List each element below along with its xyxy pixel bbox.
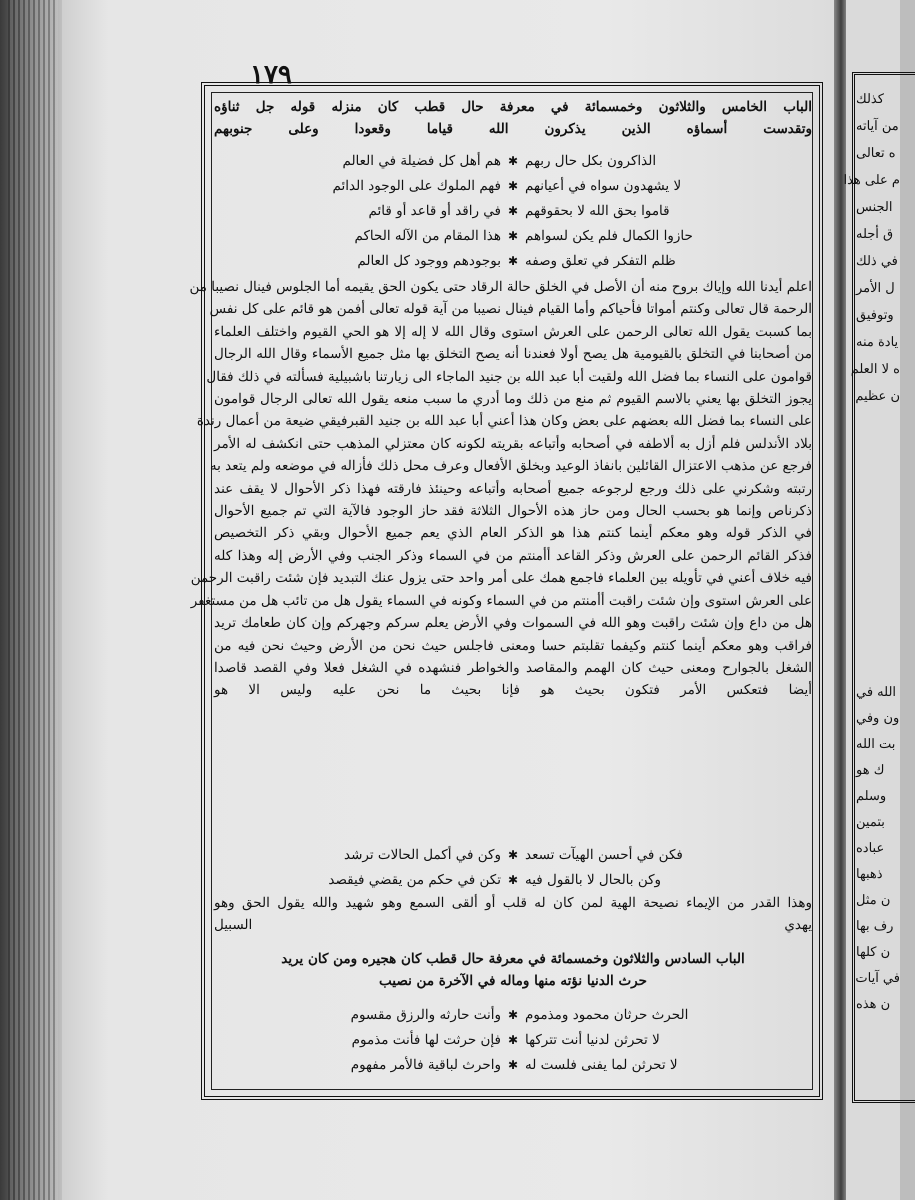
verse-second-hemistich: تكن في حكم من يقضي فيقصد [328,871,501,888]
verse-first-hemistich: لا يشهدون سواه في أعيانهم [525,177,682,194]
body-line: أيضا فتعكس الأمر فتكون بحيث هو فإنا بحيث ما نحن عليه وليس الا هو [214,682,812,699]
facing-page-line: ل الأمر [856,281,895,296]
body-line: فراقب وهو معكم أينما كنتم وكيفما تقلبتم حسا ومعنى فاجلس حيث نحن من الأرض وحيث نحن فيه من [214,637,812,654]
facing-page-line: م على هذا [843,173,900,188]
verse-separator-icon: ✱ [507,872,519,887]
verse-first-hemistich: الذاكرون بكل حال ربهم [525,152,657,169]
facing-page-line: في ذلك [856,254,898,269]
facing-page-line: وتوفيق [856,308,894,323]
verse-first-hemistich: لا تحرثن لدنيا أنت تتركها [525,1031,660,1048]
facing-page-line: ن عظيم [855,389,900,404]
verse [214,867,812,892]
verse [214,1002,812,1027]
poem-536 [214,1002,812,1077]
verse [214,1052,812,1077]
facing-page-fragment [843,0,900,1200]
heading-line: الباب السادس والثلاثون وخمسمائة في معرفة حال قطب كان هجيره ومن كان يريد [281,951,745,967]
body-line: الشغل بالجوارح ومعنى حيث كان الهمم والمقاصد والخواطر فنشهده في الشغل فعلا وفي القصد قاصدا [214,659,812,676]
body-line: قوامون على النساء بما فضل الله ولقيت أبا عبد الله بن جنيد الماجاء الى زيارتنا باشبيلية فسألته في ذلك فقال [206,368,812,385]
facing-page-line: بتمين [856,815,885,830]
body-line: فرجع عن مذهب الاعتزال القائلين بانفاذ الوعيد وبخلق الأفعال وعرف محل ذلك فأزاله في موضعه ولم يتعد به [209,458,812,475]
verse [214,248,812,273]
facing-page-line: ذهبها [856,867,883,882]
heading-line: الباب الخامس والثلاثون وخمسمائة في معرفة حال قطب كان منزله قوله جل ثناؤه [214,99,812,115]
verse-first-hemistich: لا تحرثن لما يفنى فلست له [525,1056,678,1073]
verse-separator-icon: ✱ [507,1032,519,1047]
body-line: رتبته وشكرني على ذلك ورجع لرجوعه جميع أصحابه وأتباعه وحينئذ فارقته فهذا ذكر الأحوال لا يقف عند [214,480,812,497]
verse-second-hemistich: فإن حرثت لها فأنت مذموم [351,1031,501,1048]
verse-second-hemistich: وكن في أكمل الحالات ترشد [343,846,501,863]
body-line: يجوز التخلق بها يعني بالاسم القيوم ثم منع من ذلك وما أدري ما سبب منعه يقول الله تعالى الرجال قوامون [214,391,812,408]
facing-page-line: ن مثل [856,893,891,908]
body-line: يهدي السبيل [214,917,812,934]
verse-second-hemistich: واحرث لباقية فالأمر مفهوم [350,1056,501,1073]
body-line: من أصحابنا في التخلق بالقيومية هل يصح أولا فعندنا أنه يصح التخلق بها مثل جميع الأسماء وقال الله الرجال [214,346,812,363]
verse [214,223,812,248]
body-line: فذكر القائم الرحمن على العرش وذكر القاعد أأمنتم من في السماء وذكر الجنب وفي الأرض إله وهذا كله [214,547,812,564]
page-number: ١٧٩ [250,60,292,90]
body-line: على النساء بما فضل الله بعضهم على بعض وكان هذا أعني أبا عبد الله بن جنيد القبرفيقي ضيعة من أعمال رندة [196,413,812,430]
verse-separator-icon: ✱ [507,1057,519,1072]
verse-separator-icon: ✱ [507,178,519,193]
facing-page-line: وسلم [856,789,887,804]
body-line: اعلم أيدنا الله وإياك بروح منه أن الأصل في الخلق حالة الرقاد حتى يكون الحق يقيمه أما الجلوس فينال نصيبا من [189,279,812,295]
verse-second-hemistich: في راقد أو قاعد أو قائم [368,202,501,219]
body-line: ذكرناص وإنما هو بحسب الحال ومن حاز هذه الأحوال الثلاثة فقد حاز الوجود فالآية التي تم جميع الأحوال [214,503,812,520]
verse-first-hemistich: وكن بالحال لا بالقول فيه [525,871,662,888]
verse [214,148,812,173]
verse-second-hemistich: وأنت حارثه والرزق مقسوم [350,1006,501,1023]
verse-first-hemistich: قاموا بحق الله لا بحقوقهم [525,202,670,219]
verse-second-hemistich: هذا المقام من الآله الحاكم [354,227,501,244]
facing-page-line: ن هذه [856,997,891,1012]
verse-second-hemistich: هم أهل كل فضيلة في العالم [342,152,501,169]
verse-first-hemistich: حازوا الكمال فلم يكن لسواهم [525,227,693,244]
verse-separator-icon: ✱ [507,203,519,218]
facing-page-line: من آياته [856,119,899,134]
verse-first-hemistich: الحرث حرثان محمود ومذموم [525,1006,689,1023]
chapter-535-heading [214,96,812,141]
heading-line: وتقدست أسماؤه الذين يذكرون الله قياما وقعودا وعلى جنوبهم [214,121,812,138]
poem-535-closing [214,842,812,892]
binding-page-edges [8,0,58,1200]
facing-page-line: ه لا العلم [850,362,900,377]
book-binding [0,0,70,1200]
verse-separator-icon: ✱ [507,253,519,268]
facing-page-line: عباده [856,841,885,856]
chapter-536-heading [214,948,812,993]
facing-page-line: يادة منه [856,335,899,350]
chapter-535-body [189,276,812,702]
body-line: هل من داع وإن شئت راقبت وهو الله في السموات وفي الأرض يعلم سركم وجهركم وإن كان طعامك تريد [214,615,812,632]
facing-page-line: الله في [856,685,897,700]
facing-page-line: ك هو [856,763,885,778]
body-line: بما كسبت يقول الله تعالى الرحمن على العرش استوى وقال الله لا إله إلا هو الحي القيوم واختلف العلماء [214,323,812,340]
facing-page-line: ق أجله [856,227,894,242]
verse-second-hemistich: بوجودهم ووجود كل العالم [357,252,501,269]
verse-separator-icon: ✱ [507,228,519,243]
facing-page-line: الجنس [856,200,893,215]
verse-second-hemistich: فهم الملوك على الوجود الدائم [332,177,501,194]
verse-separator-icon: ✱ [507,1007,519,1022]
facing-page-line: في آيات [855,971,900,986]
body-line: فيه خلاف أعني في تأويله بين العلماء فاجمع همك على أمر واحد حتى يزول عنك التبديد فإن شئت راقبت الرحمن [190,570,812,587]
verse [214,173,812,198]
body-line: وهذا القدر من الإيماء نصيحة الهية لمن كان له قلب أو ألقى السمع وهو شهيد والله يقول الحق وهو [214,895,812,911]
verse-separator-icon: ✱ [507,153,519,168]
verse-first-hemistich: فكن في أحسن الهيآت تسعد [525,846,683,863]
facing-page-line: كذلك [856,92,884,107]
verse [214,1027,812,1052]
facing-page-line: ون وفي [856,711,900,726]
facing-page-line: رف بها [856,919,894,934]
verse-first-hemistich: ظلم التفكر في تعلق وصفه [525,252,676,269]
facing-page-line: ه تعالى [856,146,896,161]
facing-page-line: ن كلها [856,945,891,960]
chapter-535-conclusion [214,892,812,937]
verse [214,842,812,867]
body-line: في الذكر قوله وهو معكم أينما كنتم هذا هو الذكر العام الذي يعم جميع الأحوال وبقي ذكر التخصيص [214,525,812,542]
facing-page-line: بت الله [856,737,896,752]
body-line: بلاد الأندلس فلم أزل به ألاطفه في أصحابه وأتباعه بقريته لكونه كان معتزلي المذهب حتى انكشف له الأمر [214,435,812,452]
body-line: الرحمة قال تعالى وكنتم أمواتا فأحياكم وأما القيام فينال نصيبا من آية قوله تعالى أفمن هو قائم على كل نفس [209,301,812,318]
verse-separator-icon: ✱ [507,847,519,862]
body-line: على العرش استوى وإن شئت راقبت أأمنتم من في السماء وكونه في السماء يقول هل من تائب هل من مستغفر [190,592,812,609]
verse [214,198,812,223]
heading-line: حرث الدنيا نؤته منها وماله في الآخرة من نصيب [379,973,647,990]
poem-535 [214,148,812,273]
